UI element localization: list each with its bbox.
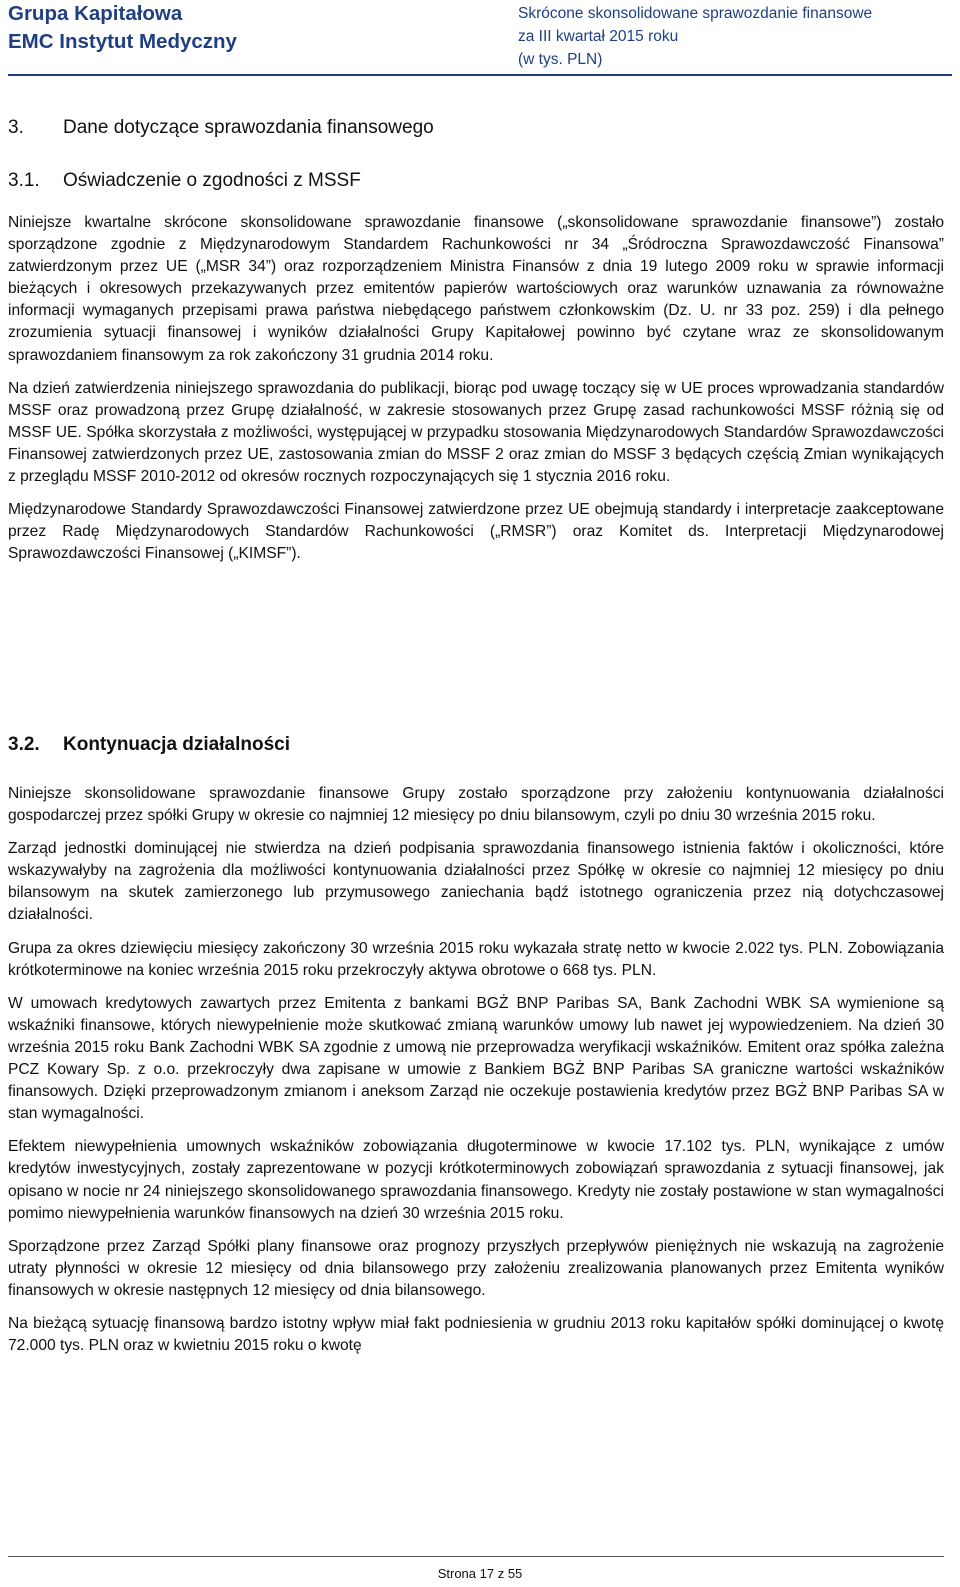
paragraph: Zarząd jednostki dominującej nie stwierdza na dzień podpisania sprawozdania finansowego istnienia faktów i okoliczności, które wskazywałyby na zagrożenia dla możliwości kontynuowania działalności przez Spółkę w okresie co najmniej 12 miesięcy po dniu bilansowym na skutek zamierzonego lub przymusowego zaniechania bądź istotnego ograniczenia przez nią dotychczasowej działalności. (8, 840, 944, 924)
paragraph: W umowach kredytowych zawartych przez Emitenta z bankami BGŻ BNP Paribas SA, Bank Zachodni WBK SA wymienione są wskaźniki finansowe, których niewypełnienie może skutkować zmianą warunków umowy lub nawet jej wypowiedzeniem. Na dzień 30 września 2015 roku Bank Zachodni WBK SA zgodnie z umową nie przeprowadza weryfikacji wskaźników. Emitent oraz spółka zależna PCZ Kowary Sp. z o.o. przekroczyły dwa zapisane w umowie z Bankiem BGŻ BNP Paribas SA graniczne wartości wskaźników finansowych. Dzięki przeprowadzonym zmianom i aneksom Zarząd nie oczekuje postawienia kredytów przez BGŻ BNP Paribas SA w stan wymagalności. (8, 994, 944, 1123)
paragraph: Sporządzone przez Zarząd Spółki plany finansowe oraz prognozy przyszłych przepływów pieniężnych nie wskazują na zagrożenie utraty płynności w okresie 12 miesięcy od dnia bilansowego przy założeniu zrealizowania planowanych przez Emitenta wyników finansowych w okresie następnych 12 miesięcy od dnia bilansowego. (8, 1237, 944, 1299)
paragraph: Niniejsze skonsolidowane sprawozdanie finansowe Grupy zostało sporządzone przy założeniu kontynuowania działalności gospodarczej przez spółki Grupy w okresie co najmniej 12 miesięcy po dniu bilansowym, czyli po dniu 30 września 2015 roku. (8, 785, 944, 825)
page-header (8, 0, 952, 78)
paragraph: Międzynarodowe Standardy Sprawozdawczości Finansowej zatwierdzone przez UE obejmują standardy i interpretacje zaakceptowane przez Radę Międzynarodowych Standardów Rachunkowości („RMSR”) oraz Komitet ds. Interpretacji Międzynarodowej Sprawozdawczości Finansowej („KIMSF”). (8, 501, 944, 563)
section-3-1-heading (8, 170, 361, 192)
header-divider (8, 74, 952, 76)
company-line-1: Grupa Kapitałowa (8, 2, 183, 25)
paragraph: Grupa za okres dziewięciu miesięcy zakończony 30 września 2015 roku wykazała stratę netto w kwocie 2.022 tys. PLN. Zobowiązania krótkoterminowe na koniec września 2015 roku przekroczyły aktywa obrotowe o 668 tys. PLN. (8, 939, 944, 979)
paragraph: Na bieżącą sytuację finansową bardzo istotny wpływ miał fakt podniesienia w grudniu 2013 roku kapitałów spółki dominującej o kwotę 72.000 tys. PLN oraz w kwietniu 2015 roku o kwotę (8, 1314, 944, 1355)
report-line-1: Skrócone skonsolidowane sprawozdanie finansowe (518, 5, 873, 22)
company-name (8, 0, 237, 56)
section-3-2-body (8, 783, 944, 1368)
paragraph: Na dzień zatwierdzenia niniejszego sprawozdania do publikacji, biorąc pod uwagę toczący się w UE proces wprowadzania standardów MSSF oraz prowadzoną przez Grupę działalność, w zakresie stosowanych przez Grupę zasad rachunkowości MSSF różnią się od MSSF UE. Spółka skorzystała z możliwości, występującej w przypadku stosowania Międzynarodowych Standardów Sprawozdawczości Finansowej zatwierdzonych przez UE, zastosowania zmian do MSSF 2 oraz zmian do MSSF 3 będących częścią Zmian wynikających z przeglądu MSSF 2010-2012 od okresów rocznych rozpoczynających się 1 stycznia 2016 roku. (8, 379, 944, 486)
report-line-3: (w tys. PLN) (518, 51, 603, 68)
section-number: 3. (8, 117, 24, 138)
company-line-2: EMC Instytut Medyczny (8, 30, 237, 53)
section-3-1-body (8, 212, 944, 576)
report-line-2: za III kwartał 2015 roku (518, 28, 679, 45)
section-number: 3.2. (8, 734, 40, 755)
paragraph: Niniejsze kwartalne skrócone skonsolidowane sprawozdanie finansowe („skonsolidowane sprawozdanie finansowe”) zostało sporządzone zgodnie z Międzynarodowym Standardem Rachunkowości nr 34 „Śródroczna Sprawozdawczość Finansowa” zatwierdzonym przez UE („MSR 34”) oraz rozporządzeniem Ministra Finansów z dnia 19 lutego 2009 roku w sprawie informacji bieżących i okresowych przekazywanych przez emitentów papierów wartościowych oraz warunków uznawania za równoważne informacji wymaganych przepisami prawa państwa niebędącego państwem członkowskim (Dz. U. nr 33 poz. 259) i dla pełnego zrozumienia sytuacji finansowej i wyników działalności Grupy Kapitałowej powinno być czytane wraz ze skonsolidowanym sprawozdaniem finansowym za rok zakończony 31 grudnia 2014 roku. (8, 214, 944, 364)
section-number: 3.1. (8, 170, 40, 191)
report-title (518, 2, 872, 71)
footer-divider (8, 1556, 944, 1557)
section-title: Oświadczenie o zgodności z MSSF (63, 170, 361, 191)
page-number: Strona 17 z 55 (437, 1566, 523, 1581)
section-3-2-heading (8, 734, 290, 756)
section-title: Dane dotyczące sprawozdania finansowego (63, 117, 434, 138)
section-3-heading (8, 117, 434, 139)
paragraph: Efektem niewypełnienia umownych wskaźników zobowiązania długoterminowe w kwocie 17.102 tys. PLN, wynikające z umów kredytów inwestycyjnych, zostały zaprezentowane w pozycji krótkoterminowych zobowiązań sprawozdania z sytuacji finansowej, jak opisano w nocie nr 24 niniejszego skonsolidowanego sprawozdania finansowego. Kredyty nie zostały postawione w stan wymagalności pomimo niewypełnienia warunków finansowych na dzień 30 września 2015 roku. (8, 1138, 944, 1222)
section-title: Kontynuacja działalności (63, 734, 290, 755)
